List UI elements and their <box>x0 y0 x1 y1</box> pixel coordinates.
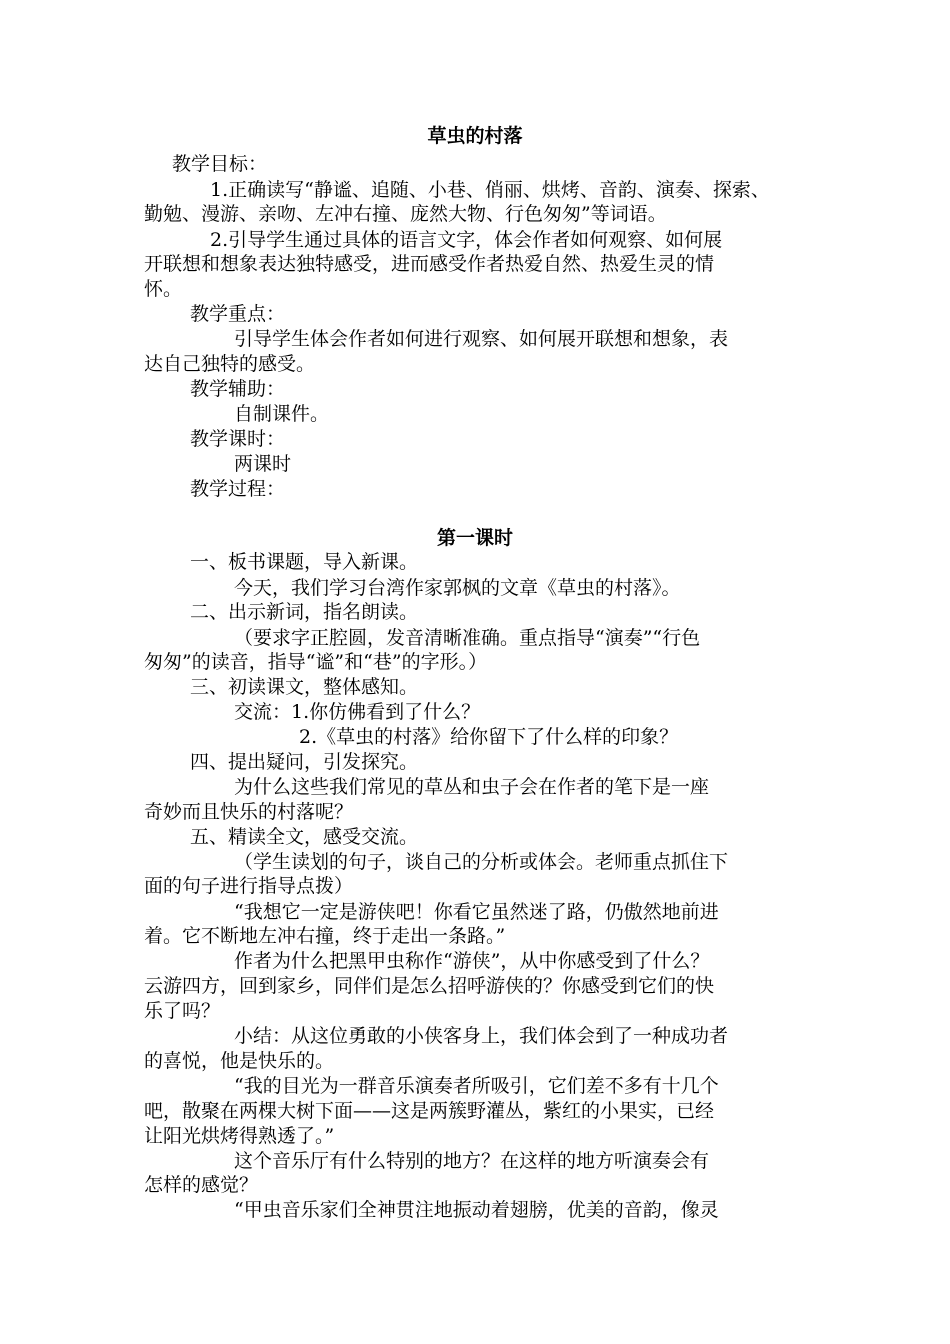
process-heading: 教学过程： <box>190 478 286 500</box>
step-5-line-1: （学生读划的句子，谈自己的分析或体会。老师重点抓住下 <box>234 851 729 873</box>
key-points-line-1: 引导学生体会作者如何进行观察、如何展开联想和想象，表 <box>234 328 729 350</box>
goal-2-line-2: 开联想和想象表达独特感受，进而感受作者热爱自然、热爱生灵的情 <box>144 253 715 275</box>
hours-heading: 教学课时： <box>190 428 286 450</box>
step-2-heading: 二、出示新词，指名朗读。 <box>190 601 419 623</box>
quote-a-line-2: 着。它不断地左冲右撞，终于走出一条路。” <box>144 925 506 947</box>
step-4-heading: 四、提出疑问，引发探究。 <box>190 751 419 773</box>
step-2-line-2: 匆匆”的读音，指导“谧”和“巷”的字形。） <box>144 651 488 673</box>
aids-heading: 教学辅助： <box>190 378 286 400</box>
step-4-line-1: 为什么这些我们常见的草丛和虫子会在作者的笔下是一座 <box>234 776 710 798</box>
hours-value: 两课时 <box>234 453 292 475</box>
step-3-heading: 三、初读课文，整体感知。 <box>190 676 419 698</box>
aids-value: 自制课件。 <box>234 403 330 425</box>
goal-2-line-1: 2.引导学生通过具体的语言文字，体会作者如何观察、如何展 <box>210 229 723 251</box>
summary-line-1: 小结：从这位勇敢的小侠客身上，我们体会到了一种成功者 <box>234 1025 729 1047</box>
key-points-line-2: 达自己独特的感受。 <box>144 353 316 375</box>
quote-c-line-1: “甲虫音乐家们全神贯注地振动着翅膀，优美的音韵，像灵 <box>234 1199 719 1221</box>
step-1-text: 今天，我们学习台湾作家郭枫的文章《草虫的村落》。 <box>234 577 681 599</box>
summary-line-2: 的喜悦，他是快乐的。 <box>144 1050 335 1072</box>
goal-2-line-3: 怀。 <box>144 278 183 300</box>
step-4-line-2: 奇妙而且快乐的村落呢？ <box>144 801 354 823</box>
prompt-a-line-2: 云游四方，回到家乡，同伴们是怎么招呼游侠的？你感受到它们的快 <box>144 975 715 997</box>
step-5-heading: 五、精读全文，感受交流。 <box>190 826 419 848</box>
goal-1-line-2: 勤勉、漫游、亲吻、左冲右撞、庞然大物、行色匆匆”等词语。 <box>144 203 667 225</box>
step-1-heading: 一、板书课题，导入新课。 <box>190 551 419 573</box>
lesson-1-title: 第一课时 <box>436 527 513 549</box>
document-title: 草虫的村落 <box>427 125 523 147</box>
quote-b-line-2: 吧，散聚在两棵大树下面——这是两簇野灌丛，紫红的小果实，已经 <box>144 1100 715 1122</box>
prompt-b-line-2: 怎样的感觉？ <box>144 1174 259 1196</box>
goals-heading: 教学目标： <box>172 153 268 175</box>
step-5-line-2: 面的句子进行指导点拨） <box>144 875 354 897</box>
prompt-a-line-1: 作者为什么把黑甲虫称作“游侠”，从中你感受到了什么？ <box>234 950 710 972</box>
step-3-question-2: 2.《草虫的村落》给你留下了什么样的印象？ <box>299 726 679 748</box>
goal-1-line-1: 1.正确读写“静谧、追随、小巷、俏丽、烘烤、音韵、演奏、探索、 <box>210 179 770 201</box>
key-points-heading: 教学重点： <box>190 303 286 325</box>
quote-a-line-1: “我想它一定是游侠吧！你看它虽然迷了路，仍傲然地前进 <box>234 901 719 923</box>
prompt-b-line-1: 这个音乐厅有什么特别的地方？在这样的地方听演奏会有 <box>234 1150 710 1172</box>
quote-b-line-1: “我的目光为一群音乐演奏者所吸引，它们差不多有十几个 <box>234 1075 719 1097</box>
prompt-a-line-3: 乐了吗？ <box>144 1000 221 1022</box>
step-3-question-1: 交流：1.你仿佛看到了什么？ <box>234 701 481 723</box>
step-2-line-1: （要求字正腔圆，发音清晰准确。重点指导“演奏”“行色 <box>234 627 701 649</box>
quote-b-line-3: 让阳光烘烤得熟透了。” <box>144 1125 335 1147</box>
